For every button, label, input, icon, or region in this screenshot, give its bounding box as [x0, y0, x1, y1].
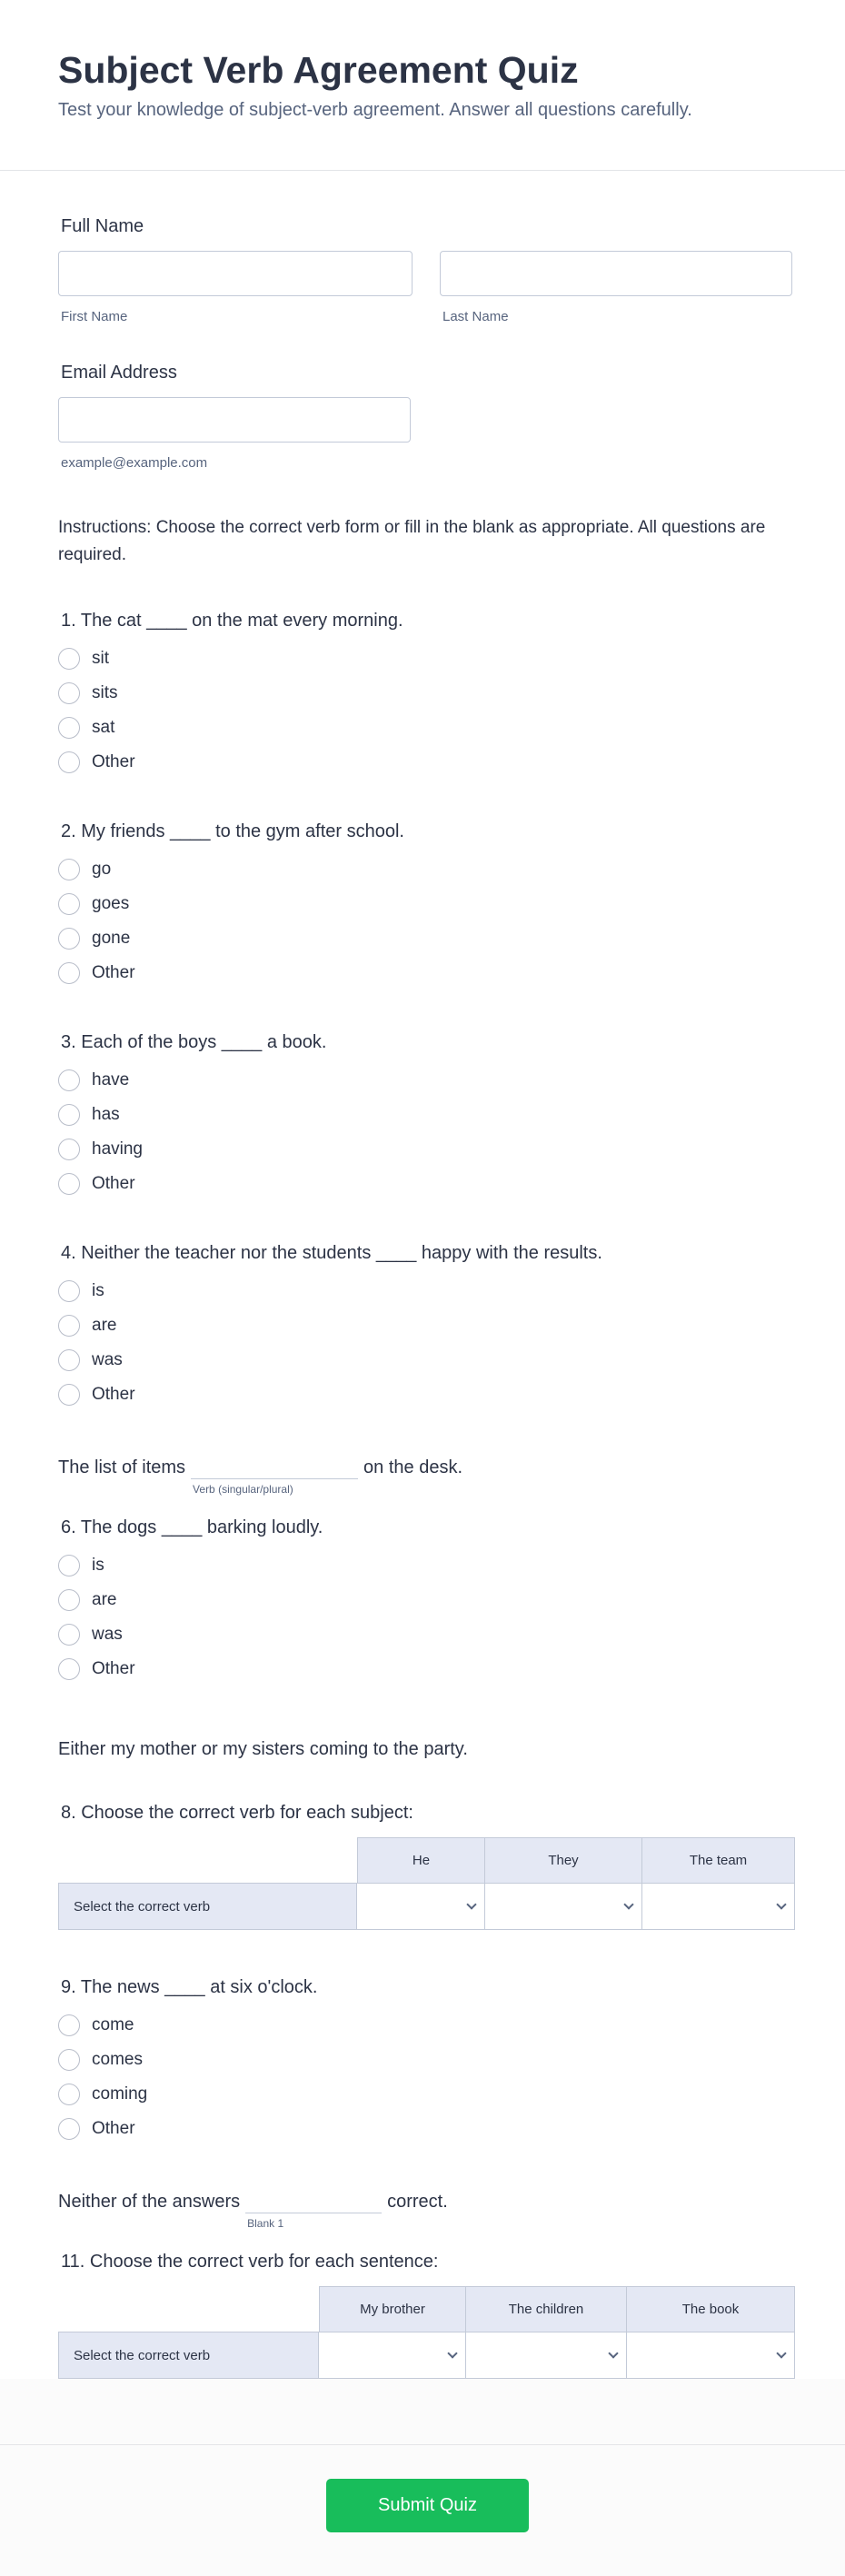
question-8-label: 8. Choose the correct verb for each subject: [61, 1803, 413, 1823]
option-label: Other [92, 963, 135, 982]
chevron-down-icon [608, 2348, 618, 2358]
blank-hint: Blank 1 [247, 2217, 284, 2230]
radio-option[interactable] [58, 1308, 794, 1343]
radio-option[interactable] [58, 642, 794, 676]
option-label: comes [92, 2050, 143, 2069]
question-4-label: 4. Neither the teacher nor the students ____ happy with the results. [61, 1243, 602, 1263]
page-title: Subject Verb Agreement Quiz [58, 49, 579, 91]
quiz-form [0, 171, 845, 2379]
radio-button[interactable] [58, 2049, 80, 2071]
radio-button[interactable] [58, 1173, 80, 1195]
option-label: Other [92, 752, 135, 771]
chevron-down-icon [776, 1899, 786, 1909]
radio-option[interactable] [58, 2077, 794, 2112]
chevron-down-icon [623, 1899, 633, 1909]
blank-input[interactable] [191, 1456, 358, 1479]
fill-text-after: correct. [387, 2192, 448, 2212]
option-label: Other [92, 1385, 135, 1404]
matrix-column-header: They [485, 1837, 642, 1883]
option-label: has [92, 1105, 120, 1124]
radio-button[interactable] [58, 1589, 80, 1611]
radio-option[interactable] [58, 1132, 794, 1167]
sentence-matrix [58, 2286, 795, 2379]
radio-button[interactable] [58, 2014, 80, 2036]
chevron-down-icon [447, 2348, 457, 2358]
radio-button[interactable] [58, 717, 80, 739]
question-1 [58, 609, 794, 780]
question-6-label: 6. The dogs ____ barking loudly. [61, 1517, 323, 1537]
form-footer [0, 2444, 845, 2576]
question-1-label: 1. The cat ____ on the mat every morning. [61, 611, 403, 631]
matrix-column-header: He [357, 1837, 485, 1883]
form-header [0, 0, 845, 171]
option-label: having [92, 1139, 143, 1159]
radio-button[interactable] [58, 859, 80, 880]
radio-button[interactable] [58, 928, 80, 950]
option-label: come [92, 2015, 134, 2034]
radio-option[interactable] [58, 1652, 794, 1686]
email-hint: example@example.com [61, 455, 208, 471]
radio-button[interactable] [58, 1555, 80, 1576]
matrix-row-label: Select the correct verb [58, 1883, 357, 1930]
question-9-label: 9. The news ____ at six o'clock. [61, 1977, 318, 1997]
option-label: have [92, 1070, 130, 1089]
fill-text-before: The list of items [58, 1457, 186, 1477]
last-name-input[interactable] [440, 251, 792, 296]
first-name-hint: First Name [61, 309, 128, 324]
email-label: Email Address [61, 363, 177, 383]
option-label: was [92, 1625, 123, 1644]
verb-dropdown[interactable] [319, 2332, 466, 2379]
question-2 [58, 820, 794, 990]
verb-dropdown[interactable] [357, 1883, 485, 1930]
radio-button[interactable] [58, 1315, 80, 1337]
radio-button[interactable] [58, 648, 80, 670]
option-label: coming [92, 2084, 148, 2104]
instructions-text: Instructions: Choose the correct verb form or fill in the blank as appropriate. All questions are required. [58, 518, 766, 564]
question-7-text: Either my mother or my sisters coming to the party. [58, 1739, 468, 1759]
email-field [58, 324, 794, 471]
question-11-label: 11. Choose the correct verb for each sentence: [61, 2252, 439, 2272]
fill-text-before: Neither of the answers [58, 2192, 241, 2212]
question-9 [58, 1975, 794, 2146]
fill-text-after: on the desk. [363, 1457, 463, 1477]
chevron-down-icon [466, 1899, 476, 1909]
radio-button[interactable] [58, 2118, 80, 2140]
question-4 [58, 1241, 794, 1412]
radio-option[interactable] [58, 1343, 794, 1378]
question-11 [58, 2250, 794, 2379]
radio-option[interactable] [58, 1378, 794, 1412]
first-name-input[interactable] [58, 251, 413, 296]
verb-dropdown[interactable] [466, 2332, 627, 2379]
last-name-hint: Last Name [442, 309, 509, 324]
radio-option[interactable] [58, 956, 794, 990]
chevron-down-icon [776, 2348, 786, 2358]
blank-input[interactable] [245, 2190, 382, 2213]
matrix-column-header: The children [466, 2286, 627, 2332]
option-label: are [92, 1590, 117, 1609]
question-8 [58, 1801, 794, 1930]
verb-dropdown[interactable] [485, 1883, 642, 1930]
option-label: sits [92, 683, 118, 702]
question-6 [58, 1516, 794, 1686]
option-label: sit [92, 649, 109, 668]
submit-button[interactable]: Submit Quiz [326, 2479, 529, 2532]
radio-option[interactable] [58, 887, 794, 921]
page-subtitle: Test your knowledge of subject-verb agreement. Answer all questions carefully. [58, 100, 692, 120]
option-label: Other [92, 1174, 135, 1193]
matrix-column-header: The book [627, 2286, 795, 2332]
question-2-label: 2. My friends ____ to the gym after school. [61, 821, 404, 841]
radio-option[interactable] [58, 852, 794, 887]
radio-button[interactable] [58, 682, 80, 704]
radio-option[interactable] [58, 1063, 794, 1098]
verb-matrix [58, 1837, 795, 1930]
radio-option[interactable] [58, 711, 794, 745]
radio-button[interactable] [58, 962, 80, 984]
radio-button[interactable] [58, 893, 80, 915]
option-label: Other [92, 2119, 135, 2138]
option-label: go [92, 860, 112, 879]
option-label: are [92, 1316, 117, 1335]
matrix-column-header: The team [642, 1837, 795, 1883]
radio-option[interactable] [58, 1548, 794, 1583]
radio-button[interactable] [58, 1658, 80, 1680]
radio-option[interactable] [58, 1098, 794, 1132]
radio-button[interactable] [58, 1280, 80, 1302]
radio-option[interactable] [58, 2043, 794, 2077]
radio-button[interactable] [58, 1384, 80, 1406]
radio-button[interactable] [58, 2084, 80, 2105]
matrix-column-header: My brother [319, 2286, 466, 2332]
matrix-row-label: Select the correct verb [58, 2332, 319, 2379]
question-3-label: 3. Each of the boys ____ a book. [61, 1032, 327, 1052]
blank-hint: Verb (singular/plural) [193, 1483, 293, 1496]
option-label: sat [92, 718, 115, 737]
email-input[interactable] [58, 397, 411, 443]
radio-option[interactable] [58, 2112, 794, 2146]
question-3 [58, 1030, 794, 1201]
radio-button[interactable] [58, 1624, 80, 1646]
radio-button[interactable] [58, 1349, 80, 1371]
verb-dropdown[interactable] [642, 1883, 795, 1930]
option-label: goes [92, 894, 130, 913]
radio-button[interactable] [58, 751, 80, 773]
radio-option[interactable] [58, 1617, 794, 1652]
radio-option[interactable] [58, 1583, 794, 1617]
full-name-label: Full Name [61, 216, 144, 236]
radio-option[interactable] [58, 1167, 794, 1201]
option-label: is [92, 1556, 104, 1575]
option-label: Other [92, 1659, 135, 1678]
question-5-fill-blank [58, 1456, 794, 1496]
radio-button[interactable] [58, 1069, 80, 1091]
radio-button[interactable] [58, 1139, 80, 1160]
question-10-fill-blank [58, 2190, 794, 2230]
radio-button[interactable] [58, 1104, 80, 1126]
radio-option[interactable] [58, 2008, 794, 2043]
option-label: gone [92, 929, 131, 948]
radio-option[interactable] [58, 745, 794, 780]
radio-option[interactable] [58, 676, 794, 711]
option-label: was [92, 1350, 123, 1369]
option-label: is [92, 1281, 104, 1300]
radio-option[interactable] [58, 1274, 794, 1308]
radio-option[interactable] [58, 921, 794, 956]
verb-dropdown[interactable] [627, 2332, 795, 2379]
full-name-field [58, 171, 794, 324]
